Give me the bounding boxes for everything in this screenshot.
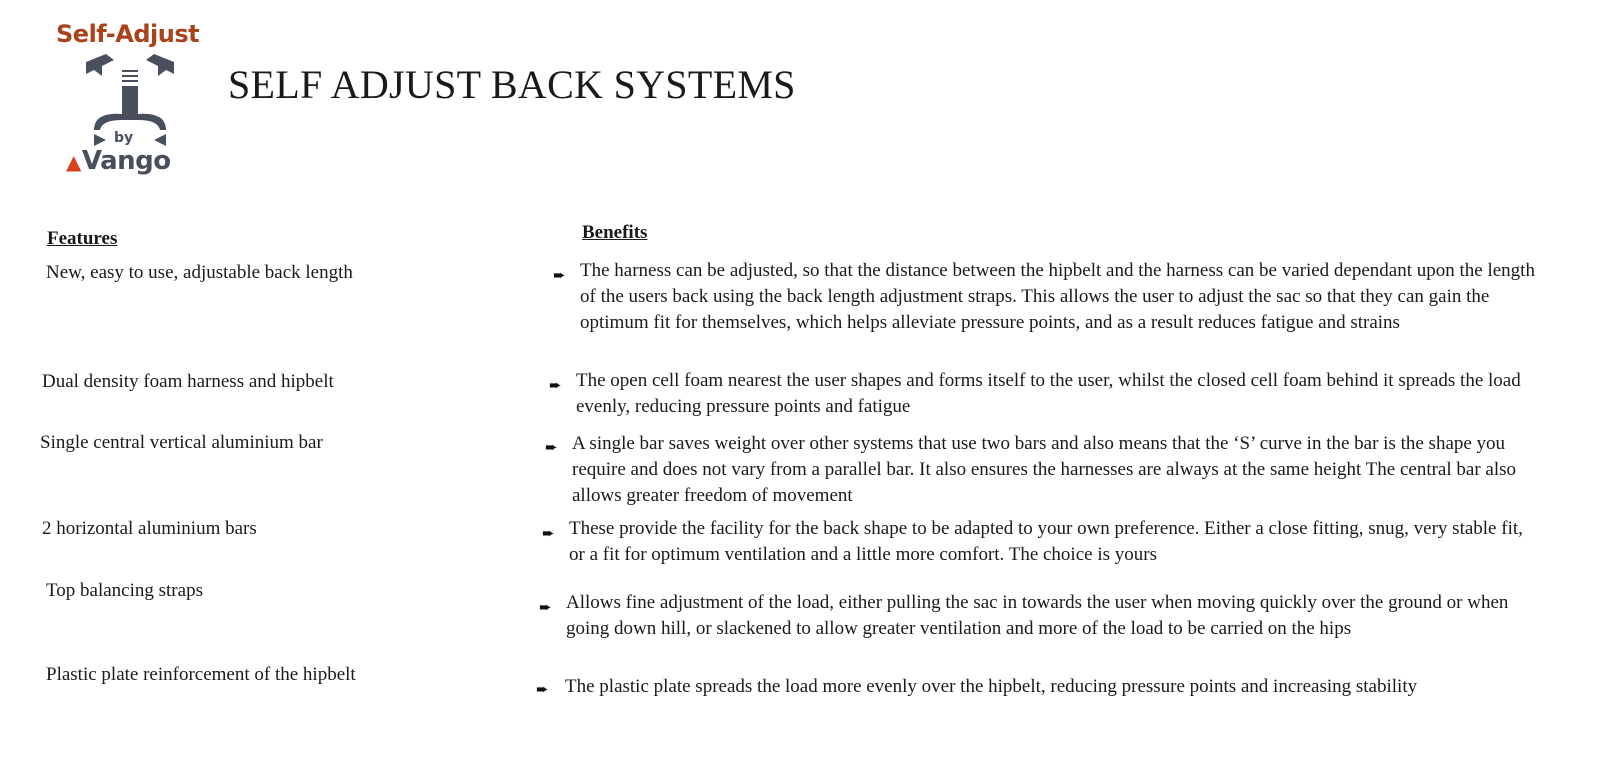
feature-item: Dual density foam harness and hipbelt bbox=[42, 371, 334, 392]
arrow-bullet-icon: ➨ bbox=[545, 438, 558, 456]
benefit-item: The open cell foam nearest the user shapes and forms itself to the user, whilst the closed cell foam behind it spreads the load evenly, reducing pressure points and fatigue bbox=[576, 370, 1521, 417]
self-adjust-logo bbox=[52, 18, 212, 188]
vango-brand-text: Vango bbox=[81, 146, 171, 176]
vango-brand bbox=[66, 146, 171, 176]
arrow-bullet-icon: ➨ bbox=[549, 376, 562, 394]
arrow-bullet-icon: ➨ bbox=[536, 680, 549, 698]
page-title: SELF ADJUST BACK SYSTEMS bbox=[228, 61, 796, 107]
benefits-header: Benefits bbox=[582, 222, 648, 243]
feature-item: Top balancing straps bbox=[46, 580, 203, 601]
benefit-item: The plastic plate spreads the load more evenly over the hipbelt, reducing pressure points and increasing stability bbox=[565, 676, 1418, 697]
benefit-item: A single bar saves weight over other systems that use two bars and also means that the ‘S’ curve in the bar is the shape you require and does not vary from a parallel bar. It also ensures the harnesses are always at the same height The central bar also allows greater freedom of movement bbox=[572, 433, 1517, 506]
feature-item: New, easy to use, adjustable back length bbox=[46, 262, 353, 283]
logo-top-text: Self-Adjust bbox=[56, 20, 200, 48]
arrow-bullet-icon: ➨ bbox=[539, 598, 552, 616]
feature-item: Single central vertical aluminium bar bbox=[40, 432, 323, 453]
arrow-bullet-icon: ➨ bbox=[542, 524, 555, 542]
logo-by-text: by bbox=[114, 130, 134, 146]
benefit-item: These provide the facility for the back shape to be adapted to your own preference. Either a close fitting, snug, very stable fit, or a fit for optimum ventilation and a little more comfort. The choice is yours bbox=[569, 518, 1523, 565]
feature-item: 2 horizontal aluminium bars bbox=[42, 518, 257, 539]
benefit-item: Allows fine adjustment of the load, either pulling the sac in towards the user when moving quickly over the ground or when going down hill, or slackened to allow greater ventilation and more of the load to be carried on the hips bbox=[566, 592, 1509, 639]
vango-triangle-icon: ▲ bbox=[66, 150, 81, 174]
benefit-item: The harness can be adjusted, so that the distance between the hipbelt and the harness can be varied dependant upon the length of the users back using the back length adjustment straps. This allows the user to adjust the sac so that they can gain the optimum fit for themselves, which helps alleviate pressure points, and as a result reduces fatigue and strains bbox=[580, 260, 1535, 333]
features-header: Features bbox=[47, 228, 118, 249]
feature-item: Plastic plate reinforcement of the hipbelt bbox=[46, 664, 356, 685]
arrow-bullet-icon: ➨ bbox=[553, 266, 566, 284]
